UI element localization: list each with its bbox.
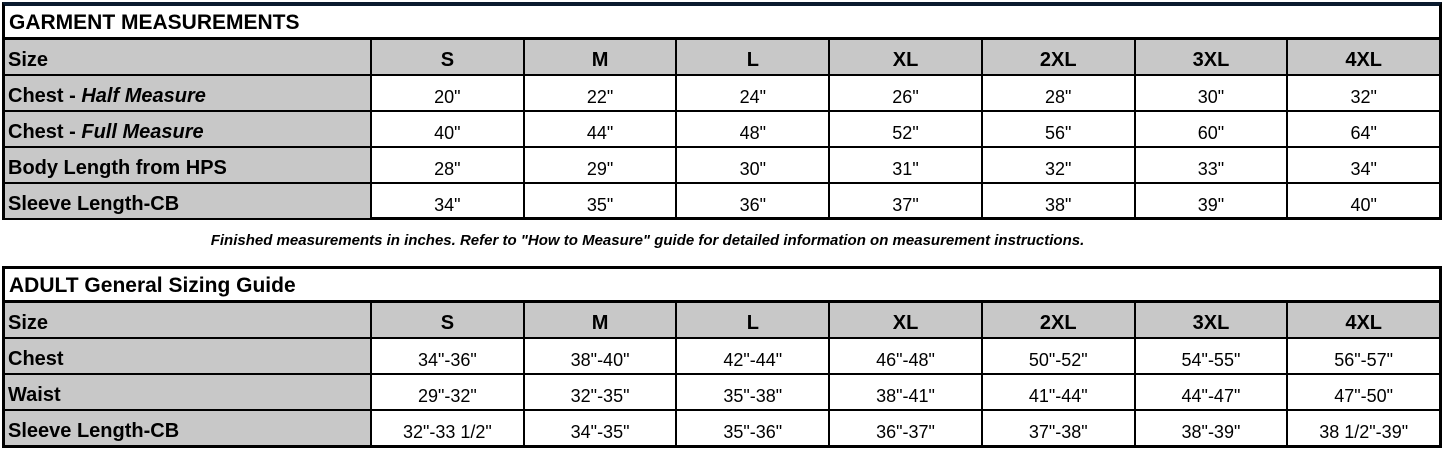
size-header-3xl: 3XL: [1136, 40, 1289, 74]
table-cell: 40": [372, 112, 525, 146]
row-label-italic: Full Measure: [81, 121, 204, 143]
table-cell: 34": [372, 184, 525, 218]
table-cell: 47"-50": [1334, 386, 1394, 406]
table-cell: 24": [677, 76, 830, 110]
table-cell: 52": [830, 112, 983, 146]
adult-table-title: ADULT General Sizing Guide: [5, 269, 1439, 303]
table-cell: 20": [372, 76, 525, 110]
table-cell: 35": [525, 184, 678, 218]
table-cell: 35"-38": [677, 375, 830, 409]
table-cell: 29": [525, 148, 678, 182]
table-cell: 26": [830, 76, 983, 110]
row-label-text: Chest -: [8, 121, 76, 143]
size-header-row: [5, 40, 1439, 76]
table-cell: 37"-38": [983, 411, 1136, 445]
table-cell: 54"-55": [1136, 339, 1289, 373]
table-cell: 31": [830, 148, 983, 182]
table-cell: 28": [983, 76, 1136, 110]
table-cell: 44"-47": [1136, 375, 1289, 409]
table-cell: 32": [1350, 87, 1377, 107]
table-cell: 34": [1350, 159, 1377, 179]
table-cell: 41"-44": [983, 375, 1136, 409]
table-row: [5, 112, 1439, 148]
adult-sizing-guide-table: [2, 266, 1442, 448]
size-header-label: Size: [5, 303, 372, 337]
table-row: [5, 411, 1439, 445]
table-cell: 34"-36": [372, 339, 525, 373]
table-cell: 35"-36": [677, 411, 830, 445]
size-header-xl: XL: [830, 40, 983, 74]
row-label: Sleeve Length-CB: [5, 184, 372, 218]
table-cell: 36"-37": [830, 411, 983, 445]
table-cell: 50"-52": [983, 339, 1136, 373]
size-header-3xl: 3XL: [1136, 303, 1289, 337]
table-cell: 42"-44": [677, 339, 830, 373]
table-cell: 39": [1136, 184, 1289, 218]
garment-measurements-table: [2, 2, 1442, 220]
size-header-2xl: 2XL: [983, 40, 1136, 74]
table-cell: 64": [1350, 123, 1377, 143]
table-row: [5, 184, 1439, 218]
table-cell: 56": [983, 112, 1136, 146]
size-header-label: Size: [5, 40, 372, 74]
size-header-2xl: 2XL: [983, 303, 1136, 337]
size-header-m: M: [525, 40, 678, 74]
table-cell: 32": [983, 148, 1136, 182]
table-row: [5, 375, 1439, 411]
row-label: Chest: [5, 339, 372, 373]
table-cell: 38"-41": [830, 375, 983, 409]
table-cell: 38 1/2"-39": [1319, 422, 1409, 442]
table-cell: 32"-35": [525, 375, 678, 409]
size-header-s: S: [372, 303, 525, 337]
size-header-4xl: 4XL: [1288, 303, 1439, 337]
size-header-row: [5, 303, 1439, 339]
table-cell: 38": [983, 184, 1136, 218]
row-label: [5, 76, 372, 110]
table-cell: 34"-35": [525, 411, 678, 445]
size-header-m: M: [525, 303, 678, 337]
garment-table-title: GARMENT MEASUREMENTS: [5, 6, 1439, 40]
table-cell: 40": [1350, 195, 1377, 215]
table-cell: 48": [677, 112, 830, 146]
table-cell: 60": [1136, 112, 1289, 146]
table-row: [5, 339, 1439, 375]
size-header-l: L: [677, 303, 830, 337]
table-cell: 32"-33 1/2": [372, 411, 525, 445]
table-cell: 38"-40": [525, 339, 678, 373]
table-cell: 22": [525, 76, 678, 110]
row-label: Body Length from HPS: [5, 148, 372, 182]
table-cell: 33": [1136, 148, 1289, 182]
table-cell: 30": [677, 148, 830, 182]
row-label: [5, 112, 372, 146]
size-header-4xl: 4XL: [1288, 40, 1439, 74]
measurement-note: Finished measurements in inches. Refer to "How to Measure" guide for detailed information on measurement instructions.: [210, 232, 1085, 249]
table-cell: 46"-48": [830, 339, 983, 373]
row-label: Waist: [5, 375, 372, 409]
table-cell: 36": [677, 184, 830, 218]
table-row: [5, 148, 1439, 184]
table-row: [5, 76, 1439, 112]
row-label-text: Chest -: [8, 85, 76, 107]
table-cell: 38"-39": [1136, 411, 1289, 445]
table-cell: 30": [1136, 76, 1289, 110]
table-cell: 56"-57": [1334, 350, 1394, 370]
size-header-s: S: [372, 40, 525, 74]
table-cell: 37": [830, 184, 983, 218]
table-cell: 44": [525, 112, 678, 146]
row-label-italic: Half Measure: [81, 85, 206, 107]
size-header-l: L: [677, 40, 830, 74]
size-header-xl: XL: [830, 303, 983, 337]
row-label: Sleeve Length-CB: [5, 411, 372, 445]
table-cell: 29"-32": [372, 375, 525, 409]
table-cell: 28": [372, 148, 525, 182]
